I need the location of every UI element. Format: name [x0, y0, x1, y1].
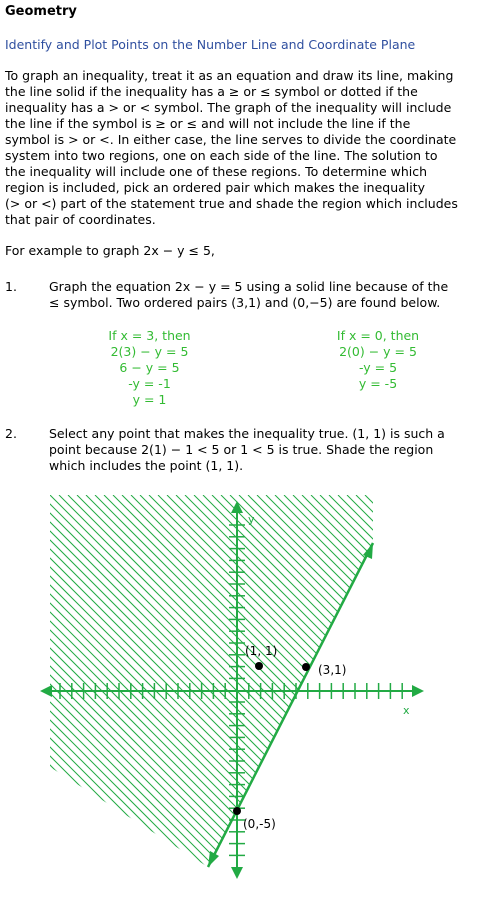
- step-1-text: [49, 279, 448, 311]
- step-1-line: ≤ symbol. Two ordered pairs (3,1) and (0,−5) are found below.: [49, 295, 441, 310]
- hatch-line: [446, 495, 503, 895]
- hatch-line: [0, 495, 81, 895]
- work-line: 2(3) − y = 5: [110, 344, 189, 359]
- hatch-line: [41, 495, 441, 895]
- hatch-line: [0, 495, 36, 895]
- hatch-line: [266, 495, 503, 895]
- hatch-line: [0, 495, 45, 895]
- hatch-line: [410, 495, 503, 895]
- worked-example-right: [313, 328, 443, 392]
- intro-line: the line solid if the inequality has a ≥ or ≤ symbol or dotted if the: [5, 84, 418, 99]
- hatch-line: [0, 495, 90, 895]
- hatch-line: [0, 495, 297, 895]
- hatch-line: [0, 495, 9, 895]
- hatch-line: [491, 495, 503, 895]
- hatch-line: [0, 495, 18, 895]
- hatch-line: [464, 495, 503, 895]
- point-label-1-1: (1, 1): [245, 644, 278, 658]
- hatch-line: [0, 495, 207, 895]
- point-label-3-1: (3,1): [318, 663, 347, 677]
- hatch-line: [0, 495, 243, 895]
- work-line: 6 − y = 5: [119, 360, 180, 375]
- intro-line: region is included, pick an ordered pair which makes the inequality: [5, 180, 426, 195]
- intro-line: (> or <) part of the statement true and shade the region which includes: [5, 196, 458, 211]
- x-axis-arrow: [40, 685, 52, 697]
- hatch-line: [68, 495, 468, 895]
- worked-example-left: [82, 328, 217, 408]
- point-3-1: [302, 663, 310, 671]
- hatch-line: [0, 495, 54, 895]
- work-line: -y = -1: [128, 376, 171, 391]
- intro-paragraph: [5, 68, 497, 228]
- step-2-line: Select any point that makes the inequality true. (1, 1) is such a: [49, 426, 445, 441]
- work-line: If x = 0, then: [336, 328, 420, 343]
- hatch-line: [0, 495, 180, 895]
- hatch-line: [482, 495, 503, 895]
- hatch-line: [437, 495, 503, 895]
- x-axis-label: x: [403, 704, 410, 717]
- hatch-line: [122, 495, 503, 895]
- intro-line: system into two regions, one on each side of the line. The solution to: [5, 148, 438, 163]
- step-1-number: 1.: [5, 279, 17, 294]
- step-2-line: which includes the point (1, 1).: [49, 458, 244, 473]
- work-line: y = 1: [132, 392, 167, 407]
- hatch-line: [293, 495, 503, 895]
- hatch-line: [0, 495, 234, 895]
- hatch-line: [428, 495, 503, 895]
- point-0-neg5: [233, 807, 241, 815]
- y-axis-arrow: [231, 867, 243, 879]
- point-label-0-neg5: (0,-5): [243, 817, 276, 831]
- hatch-line: [401, 495, 503, 895]
- inequality-graph: [0, 495, 503, 895]
- work-line: 2(0) − y = 5: [339, 344, 417, 359]
- hatch-line: [0, 495, 360, 895]
- hatch-line: [140, 495, 503, 895]
- boundary-line-arrow: [208, 851, 219, 867]
- hatch-line: [0, 495, 117, 895]
- intro-line: symbol is > or <. In either case, the line serves to divide the coordinate: [5, 132, 457, 147]
- hatch-line: [0, 495, 63, 895]
- point-1-1: [255, 662, 263, 670]
- intro-line: the line if the symbol is ≥ or ≤ and will not include the line if the: [5, 116, 411, 131]
- hatch-line: [383, 495, 503, 895]
- step-2-number: 2.: [5, 426, 17, 441]
- hatch-line: [365, 495, 503, 895]
- hatch-line: [473, 495, 503, 895]
- intro-line: that pair of coordinates.: [5, 212, 156, 227]
- x-axis-arrow: [412, 685, 424, 697]
- hatch-line: [338, 495, 503, 895]
- work-line: If x = 3, then: [108, 328, 191, 343]
- intro-line: To graph an inequality, treat it as an equation and draw its line, making: [5, 68, 454, 83]
- hatch-line: [257, 495, 503, 895]
- work-line: y = -5: [358, 376, 398, 391]
- boundary-line-arrow: [363, 543, 373, 559]
- hatch-line: [104, 495, 503, 895]
- hatch-line: [5, 495, 405, 895]
- step-1-line: Graph the equation 2x − y = 5 using a solid line because of the: [49, 279, 449, 294]
- hatch-line: [275, 495, 503, 895]
- intro-line: inequality has a > or < symbol. The graph of the inequality will include: [5, 100, 452, 115]
- hatch-line: [419, 495, 503, 895]
- hatch-line: [212, 495, 503, 895]
- shaded-region: [0, 495, 503, 895]
- hatch-line: [311, 495, 503, 895]
- hatch-line: [0, 495, 387, 895]
- step-2-line: point because 2(1) − 1 < 5 or 1 < 5 is true. Shade the region: [49, 442, 434, 457]
- hatch-line: [374, 495, 503, 895]
- hatch-line: [320, 495, 503, 895]
- y-axis-label: y: [248, 513, 255, 526]
- hatch-line: [455, 495, 503, 895]
- hatch-line: [392, 495, 503, 895]
- step-2-text: [49, 426, 445, 474]
- lesson-subtitle: Identify and Plot Points on the Number Line and Coordinate Plane: [5, 37, 416, 52]
- hatch-line: [86, 495, 486, 895]
- hatch-line: [77, 495, 477, 895]
- work-line: -y = 5: [358, 360, 398, 375]
- hatch-line: [0, 495, 27, 895]
- page-title: Geometry: [5, 4, 77, 19]
- example-statement: For example to graph 2x − y ≤ 5,: [5, 243, 215, 258]
- intro-line: the inequality will include one of these regions. To determine which: [5, 164, 428, 179]
- hatch-line: [0, 495, 270, 895]
